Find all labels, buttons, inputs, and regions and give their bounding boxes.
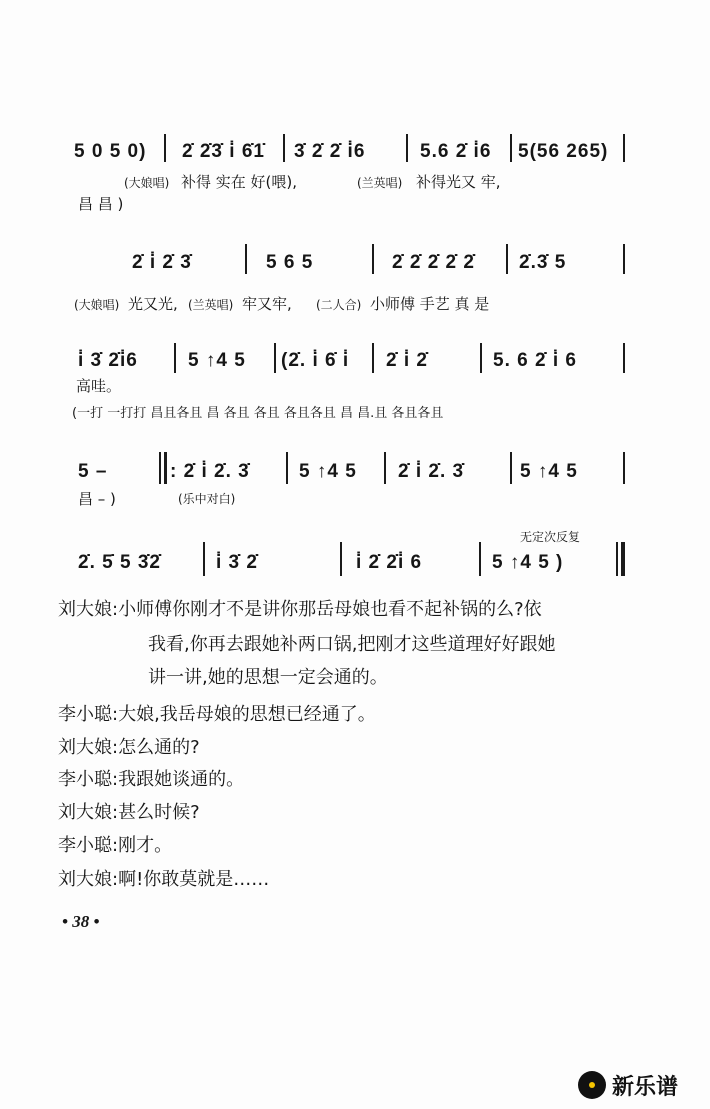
dialogue-line bbox=[58, 836, 172, 856]
speech: 我跟她谈通的。 bbox=[118, 769, 245, 790]
speech: 啊!你敢莫就是…… bbox=[118, 869, 270, 890]
barline bbox=[623, 244, 625, 274]
r1-role-mark: (大娘唱) bbox=[124, 176, 170, 190]
r1-measure-5: 5(56 265) bbox=[518, 141, 609, 162]
r3-measure-5: 5. 6 2̇ i̇ 6 bbox=[493, 350, 577, 371]
r3-lyric: 高哇。 bbox=[76, 377, 122, 395]
r3-measure-2: 5 ↑4 5 bbox=[188, 350, 246, 371]
speaker: 李小聪: bbox=[58, 835, 119, 856]
barline bbox=[159, 452, 161, 484]
speech: 大娘,我岳母娘的思想已经通了。 bbox=[118, 704, 376, 725]
barline bbox=[372, 244, 374, 274]
dialogue-continuation: 讲一讲,她的思想一定会通的。 bbox=[148, 667, 388, 688]
r2-measure-2: 5 6 5 bbox=[266, 252, 314, 273]
final-barline-thin bbox=[616, 542, 618, 576]
barline bbox=[245, 244, 247, 274]
r3-measure-1: i̇ 3̇ 2̇i̇6 bbox=[78, 350, 138, 371]
barline bbox=[480, 343, 482, 373]
barline bbox=[384, 452, 386, 484]
r2-measure-4: 2̇.3̇ 5 bbox=[519, 252, 567, 273]
r4-measure-3: 5 ↑4 5 bbox=[299, 461, 357, 482]
dialogue-line bbox=[58, 705, 376, 725]
barline bbox=[164, 134, 166, 162]
r3-measure-4: 2̇ i̇ 2̇ bbox=[386, 350, 428, 371]
r2-measure-1: 2̇ i̇ 2̇ 3̇ bbox=[132, 252, 192, 273]
speaker: 刘大娘: bbox=[58, 737, 119, 758]
r4-measure-2: : 2̇ i̇ 2̇. 3̇ bbox=[170, 461, 250, 482]
dialogue-line bbox=[58, 738, 200, 758]
r2-lyric: 牢又牢, bbox=[242, 295, 292, 313]
r4-measure-5: 5 ↑4 5 bbox=[520, 461, 578, 482]
r5-measure-4: 5 ↑4 5 ) bbox=[492, 552, 564, 573]
r5-measure-2: i̇ 3̇ 2̇ bbox=[216, 552, 258, 573]
r1-measure-3: 3̇ 2̇ 2̇ i̇6 bbox=[294, 141, 366, 162]
logo-text: 新乐谱 bbox=[612, 1074, 679, 1100]
r2-role-mark: (兰英唱) bbox=[188, 298, 234, 312]
final-barline-thick bbox=[621, 542, 625, 576]
dialogue-line bbox=[58, 870, 269, 890]
barline bbox=[203, 542, 205, 576]
dialogue-line bbox=[58, 770, 244, 790]
barline bbox=[510, 134, 512, 162]
barline bbox=[274, 343, 276, 373]
speech: 小师傅你刚才不是讲你那岳母娘也看不起补锅的么?依 bbox=[118, 599, 542, 620]
r1-measure-4: 5.6 2̇ i̇6 bbox=[420, 141, 492, 162]
barline bbox=[506, 244, 508, 274]
barline bbox=[406, 134, 408, 162]
r1-lyric: 补得 实在 好(喂), bbox=[181, 173, 298, 191]
speaker: 刘大娘: bbox=[58, 802, 119, 823]
speech: 怎么通的? bbox=[118, 737, 200, 758]
r3-percussion: (一打 一打打 昌且各且 昌 各且 各且 各且各且 昌 昌.且 各且各且 bbox=[72, 406, 444, 421]
dialogue-line bbox=[58, 600, 542, 620]
barline bbox=[623, 343, 625, 373]
page-number: • 38 • bbox=[62, 912, 100, 931]
site-logo bbox=[578, 1068, 678, 1102]
r4-percussion: 昌 – ) bbox=[78, 490, 116, 508]
barline bbox=[623, 452, 625, 484]
barline bbox=[340, 542, 342, 576]
r1-measure-2: 2̇ 2̇3̇ i̇ 6̇1̇ bbox=[182, 141, 265, 162]
r2-lyric: 小师傅 手艺 真 是 bbox=[370, 295, 490, 313]
r2-lyric: 光又光, bbox=[128, 295, 178, 313]
r5-measure-3: i̇ 2̇ 2̇i̇ 6 bbox=[356, 552, 423, 573]
speaker: 李小聪: bbox=[58, 704, 119, 725]
speech: 甚么时候? bbox=[118, 802, 200, 823]
record-disc-icon bbox=[578, 1071, 606, 1099]
barline bbox=[510, 452, 512, 484]
dialogue-continuation: 我看,你再去跟她补两口锅,把刚才这些道理好好跟她 bbox=[148, 634, 556, 655]
r2-role-mark: (大娘唱) bbox=[74, 298, 120, 312]
r1-role-mark: (兰英唱) bbox=[357, 176, 403, 190]
r2-role-mark: (二人合) bbox=[316, 298, 362, 312]
barline bbox=[623, 134, 625, 162]
repeat-instruction: 无定次反复 bbox=[520, 530, 581, 544]
barline bbox=[174, 343, 176, 373]
repeat-barline bbox=[164, 452, 167, 484]
r4-measure-1: 5 – bbox=[78, 461, 108, 482]
r1-percussion: 昌 昌 ) bbox=[78, 195, 124, 213]
barline bbox=[286, 452, 288, 484]
r1-lyric: 补得光又 牢, bbox=[416, 173, 501, 191]
speech: 刚才。 bbox=[118, 835, 173, 856]
speaker: 李小聪: bbox=[58, 769, 119, 790]
barline bbox=[372, 343, 374, 373]
barline bbox=[283, 134, 285, 162]
r1-measure-1: 5 0 5 0) bbox=[74, 141, 147, 162]
dialogue-line bbox=[58, 803, 200, 823]
r2-measure-3: 2̇ 2̇ 2̇ 2̇ 2̇ bbox=[392, 252, 475, 273]
speaker: 刘大娘: bbox=[58, 869, 119, 890]
r4-measure-4: 2̇ i̇ 2̇. 3̇ bbox=[398, 461, 465, 482]
barline bbox=[479, 542, 481, 576]
r3-measure-3: (2̇. i̇ 6̇ i̇ bbox=[281, 350, 350, 371]
r4-note: (乐中对白) bbox=[178, 492, 236, 506]
r5-measure-1: 2̇. 5̇ 5 3̇2̇ bbox=[78, 552, 161, 573]
speaker: 刘大娘: bbox=[58, 599, 119, 620]
